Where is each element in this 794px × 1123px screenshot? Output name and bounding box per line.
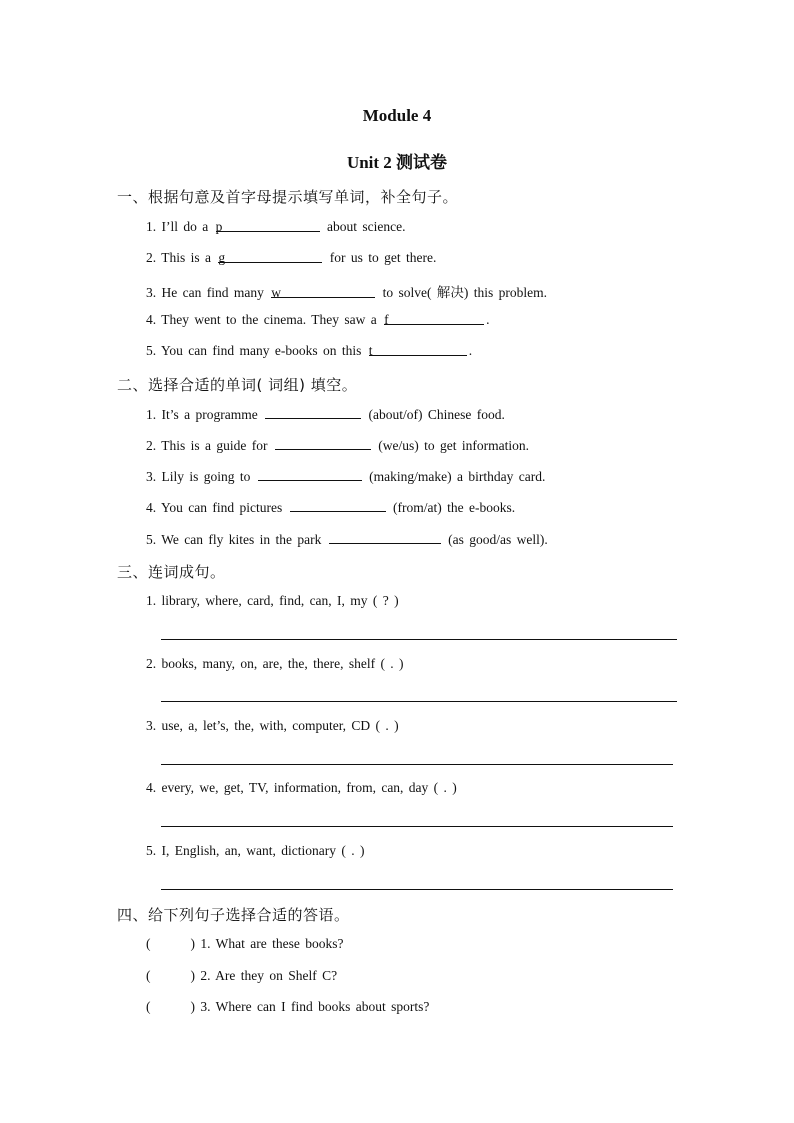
s1-q1-letter: p bbox=[215, 219, 223, 234]
s2-q1-text: 1. It’s a programme bbox=[146, 407, 264, 422]
s1-q1-blank[interactable] bbox=[216, 219, 320, 232]
s3-question-5: 5. I, English, an, want, dictionary ( . ) bbox=[146, 843, 365, 858]
s2-question-3 bbox=[146, 468, 545, 485]
s1-q5-letter: t bbox=[368, 343, 373, 358]
s3-question-1: 1. library, where, card, find, can, I, my ( ? ) bbox=[146, 593, 399, 608]
s2-q2-blank[interactable] bbox=[275, 437, 371, 450]
s4-question-3 bbox=[146, 999, 429, 1015]
s2-q2-text: 2. This is a guide for bbox=[146, 438, 273, 453]
section-4-title: 四、给下列句子选择合适的答语。 bbox=[117, 906, 350, 924]
s2-question-4 bbox=[146, 499, 515, 516]
s4-q2-text: ) 2. Are they on Shelf C? bbox=[190, 968, 338, 983]
s3-answer-line-3[interactable] bbox=[161, 764, 673, 765]
s1-q5-blank[interactable] bbox=[369, 343, 467, 356]
s1-q2-text: 2. This is a bbox=[146, 250, 217, 265]
s1-q2-blank[interactable] bbox=[218, 250, 322, 263]
s1-q2-text-end: for us to get there. bbox=[324, 250, 437, 265]
s3-answer-line-1[interactable] bbox=[161, 639, 677, 640]
s1-q3-text: 3. He can find many bbox=[146, 285, 270, 300]
s2-q4-text-end: (from/at) the e-books. bbox=[387, 500, 516, 515]
s1-question-1 bbox=[146, 219, 405, 235]
s1-q3-blank[interactable] bbox=[271, 285, 375, 298]
s1-q4-blank[interactable] bbox=[384, 312, 484, 325]
s1-q2-letter: g bbox=[218, 250, 226, 265]
s3-answer-line-5[interactable] bbox=[161, 889, 673, 890]
s3-question-2: 2. books, many, on, are, the, there, shelf ( . ) bbox=[146, 656, 404, 671]
section-2-title: 二、选择合适的单词( 词组) 填空。 bbox=[117, 376, 358, 394]
s4-q1-text: ) 1. What are these books? bbox=[190, 936, 344, 951]
s1-q4-text-end: . bbox=[486, 312, 490, 327]
s1-q3-text-end: to solve( 解决) this problem. bbox=[377, 285, 547, 300]
s2-q4-text: 4. You can find pictures bbox=[146, 500, 288, 515]
s3-answer-line-2[interactable] bbox=[161, 701, 677, 702]
s2-q3-blank[interactable] bbox=[258, 468, 362, 481]
section-3-title: 三、连词成句。 bbox=[117, 563, 226, 581]
s4-question-2 bbox=[146, 968, 337, 984]
s2-q1-text-end: (about/of) Chinese food. bbox=[363, 407, 505, 422]
s1-q4-text: 4. They went to the cinema. They saw a bbox=[146, 312, 383, 327]
s3-answer-line-4[interactable] bbox=[161, 826, 673, 827]
s2-question-1 bbox=[146, 406, 505, 423]
s4-question-1 bbox=[146, 936, 343, 952]
s1-question-2 bbox=[146, 250, 436, 266]
s1-q3-letter: w bbox=[271, 285, 281, 300]
s1-q5-text-end: . bbox=[468, 343, 473, 358]
s1-q4-letter: f bbox=[384, 312, 389, 327]
s3-question-4: 4. every, we, get, TV, information, from, can, day ( . ) bbox=[146, 780, 457, 795]
s2-q2-text-end: (we/us) to get information. bbox=[372, 438, 529, 453]
s1-question-5 bbox=[146, 343, 472, 359]
s4-q3-text: ) 3. Where can I find books about sports? bbox=[190, 999, 430, 1014]
s2-q4-blank[interactable] bbox=[290, 499, 386, 512]
s1-question-4 bbox=[146, 312, 489, 328]
s4-q3-open-paren: ( bbox=[146, 999, 151, 1014]
section-1-title: 一、根据句意及首字母提示填写单词，补全句子。 bbox=[117, 188, 459, 206]
page-subtitle: Unit 2 测试卷 bbox=[346, 153, 448, 172]
s2-q3-text-end: (making/make) a birthday card. bbox=[363, 469, 546, 484]
s4-q1-open-paren: ( bbox=[146, 936, 151, 951]
s2-question-2 bbox=[146, 437, 529, 454]
s2-q5-text-end: (as good/as well). bbox=[442, 532, 548, 547]
page-title: Module 4 bbox=[362, 106, 432, 125]
s2-q5-text: 5. We can fly kites in the park bbox=[146, 532, 327, 547]
s1-q5-text: 5. You can find many e-books on this bbox=[146, 343, 367, 358]
s4-q2-open-paren: ( bbox=[146, 968, 151, 983]
s2-question-5 bbox=[146, 531, 548, 548]
s2-q5-blank[interactable] bbox=[329, 531, 441, 544]
s1-q1-text: 1. I’ll do a bbox=[146, 219, 214, 234]
s1-q1-text-end: about science. bbox=[321, 219, 406, 234]
s3-question-3: 3. use, a, let’s, the, with, computer, CD ( . ) bbox=[146, 718, 399, 733]
s2-q1-blank[interactable] bbox=[265, 406, 361, 419]
s2-q3-text: 3. Lily is going to bbox=[146, 469, 256, 484]
s1-question-3 bbox=[146, 281, 547, 301]
